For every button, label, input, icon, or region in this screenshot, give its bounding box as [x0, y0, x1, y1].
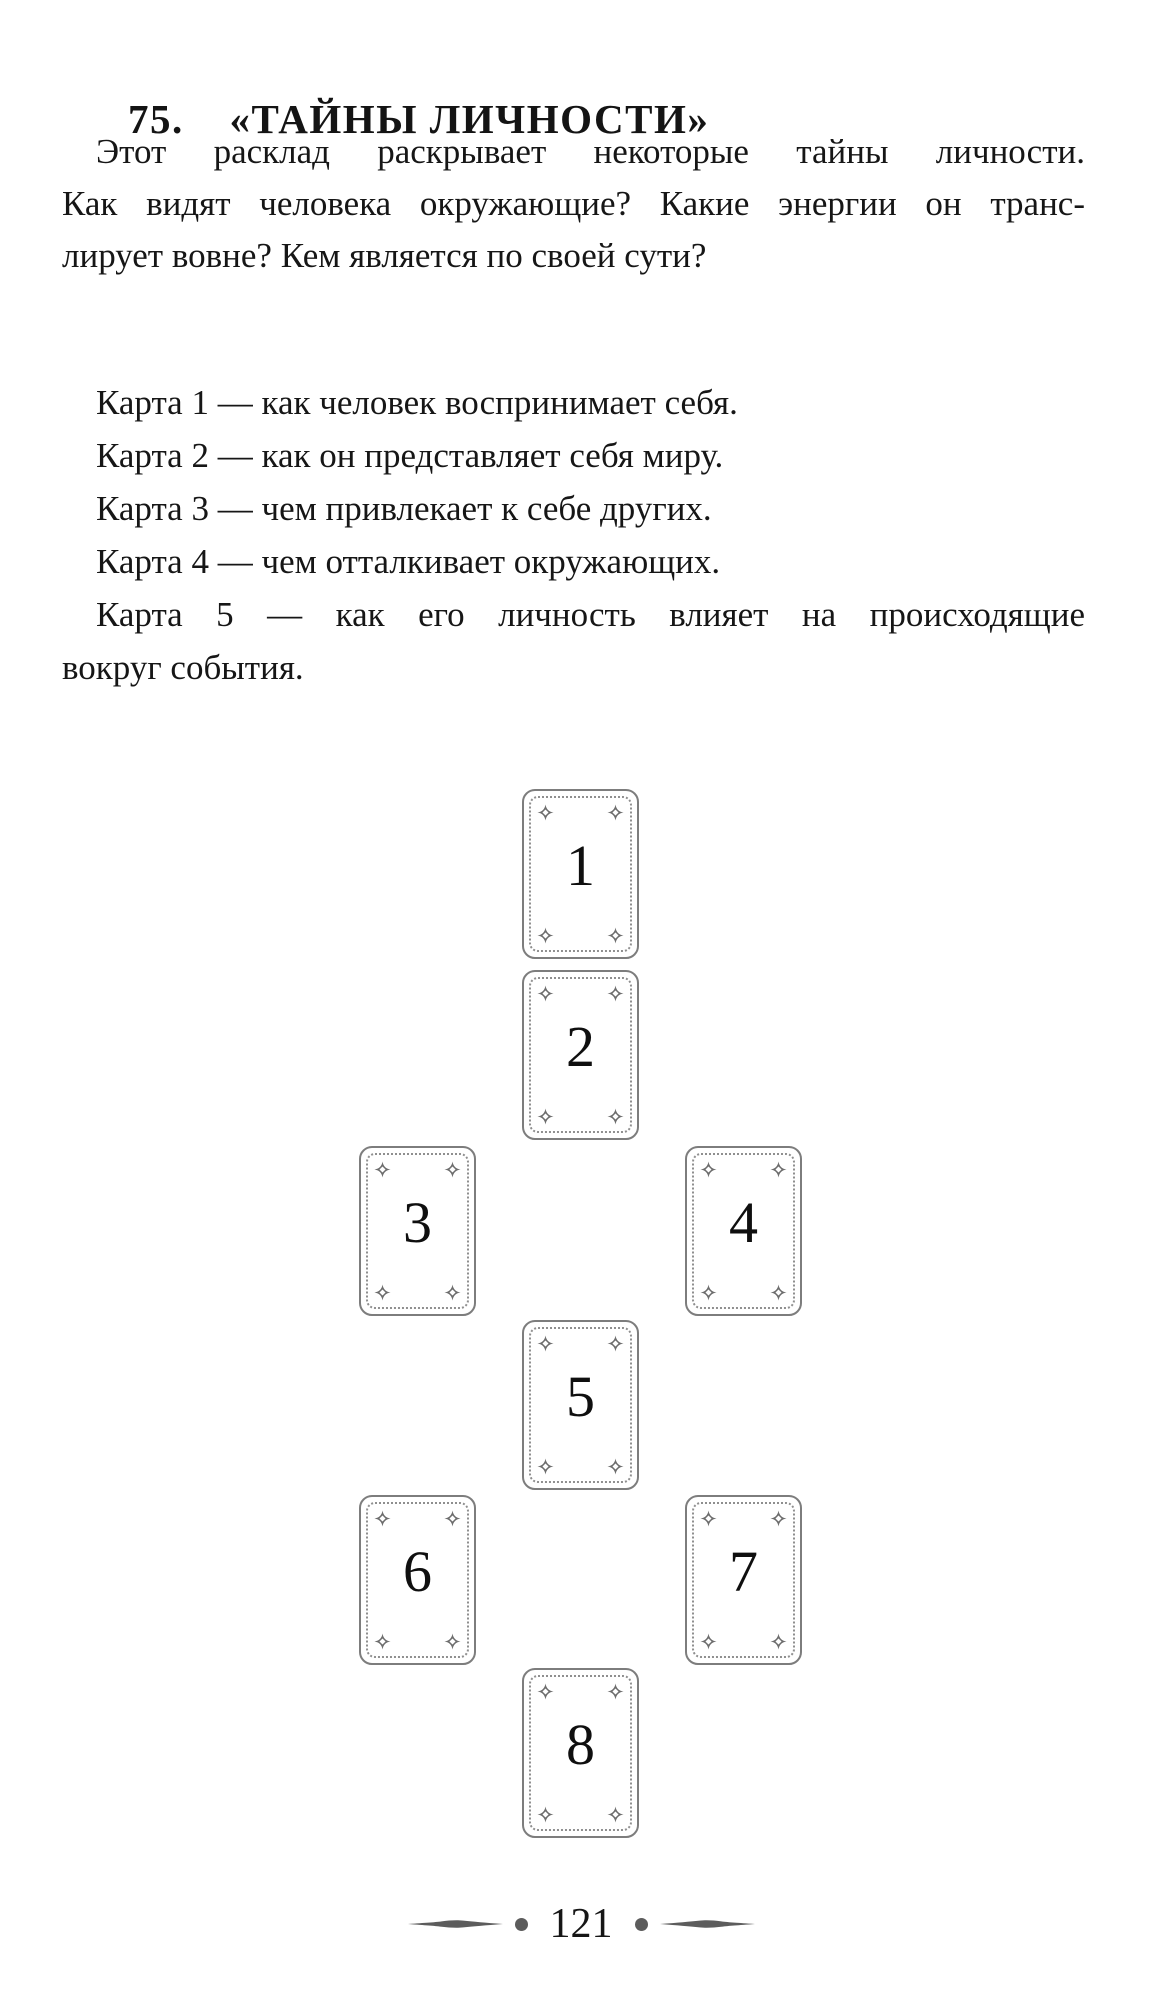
tarot-card-4	[685, 1146, 802, 1316]
sparkle-icon	[537, 1683, 554, 1700]
sparkle-icon	[444, 1284, 461, 1301]
card-meaning-line: Карта 5 — как его личность влияет на происходящие	[96, 595, 1085, 634]
sparkle-icon	[444, 1633, 461, 1650]
sparkle-icon	[607, 804, 624, 821]
card-number: 7	[729, 1539, 758, 1604]
sparkle-icon	[607, 1683, 624, 1700]
tarot-card-8	[522, 1668, 639, 1838]
sparkle-icon	[374, 1510, 391, 1527]
sparkle-icon	[537, 804, 554, 821]
tarot-card-7	[685, 1495, 802, 1665]
sparkle-icon	[700, 1633, 717, 1650]
sparkle-icon	[607, 927, 624, 944]
card-meaning-line: Карта 4 — чем отталкивает окружающих.	[96, 542, 721, 581]
sparkle-icon	[374, 1161, 391, 1178]
sparkle-icon	[607, 1806, 624, 1823]
sparkle-icon	[700, 1161, 717, 1178]
sparkle-icon	[537, 927, 554, 944]
sparkle-icon	[700, 1510, 717, 1527]
page-number: 121	[549, 1901, 613, 1947]
tarot-card-1	[522, 789, 639, 959]
sparkle-icon	[770, 1161, 787, 1178]
card-number: 8	[566, 1712, 595, 1777]
spread-number: 75.	[128, 96, 184, 143]
sparkle-icon	[537, 1108, 554, 1125]
card-number: 2	[566, 1014, 595, 1079]
flourish-icon	[660, 1918, 755, 1930]
sparkle-icon	[607, 985, 624, 1002]
sparkle-icon	[607, 1108, 624, 1125]
sparkle-icon	[770, 1510, 787, 1527]
card-meaning-line: вокруг события.	[62, 648, 304, 687]
card-meaning-line: Карта 3 — чем привлекает к себе других.	[96, 489, 712, 528]
intro-line: лирует вовне? Кем является по своей сути?	[62, 236, 707, 275]
sparkle-icon	[374, 1284, 391, 1301]
card-number: 5	[566, 1364, 595, 1429]
sparkle-icon	[607, 1458, 624, 1475]
tarot-card-3	[359, 1146, 476, 1316]
card-number: 6	[403, 1539, 432, 1604]
sparkle-icon	[700, 1284, 717, 1301]
card-number: 1	[566, 833, 595, 898]
card-meaning-line: Карта 1 — как человек воспринимает себя.	[96, 383, 738, 422]
sparkle-icon	[444, 1510, 461, 1527]
card-meaning-line: Карта 2 — как он представляет себя миру.	[96, 436, 724, 475]
sparkle-icon	[537, 1806, 554, 1823]
tarot-card-5	[522, 1320, 639, 1490]
sparkle-icon	[374, 1633, 391, 1650]
flourish-icon	[408, 1918, 503, 1930]
sparkle-icon	[770, 1633, 787, 1650]
sparkle-icon	[444, 1161, 461, 1178]
card-meanings-list	[62, 376, 1085, 694]
sparkle-icon	[537, 1458, 554, 1475]
card-number: 4	[729, 1190, 758, 1255]
intro-paragraph	[62, 126, 1085, 282]
page-footer	[0, 1893, 1162, 1955]
dot-icon	[635, 1918, 648, 1931]
sparkle-icon	[537, 985, 554, 1002]
intro-line: Этот расклад раскрывает некоторые тайны личности.	[96, 132, 1085, 171]
sparkle-icon	[537, 1335, 554, 1352]
card-number: 3	[403, 1190, 432, 1255]
sparkle-icon	[770, 1284, 787, 1301]
intro-line: Как видят человека окружающие? Какие энергии он транс-	[62, 184, 1085, 223]
sparkle-icon	[607, 1335, 624, 1352]
spread-title: «ТАЙНЫ ЛИЧНОСТИ»	[229, 96, 710, 143]
tarot-card-2	[522, 970, 639, 1140]
tarot-card-6	[359, 1495, 476, 1665]
dot-icon	[515, 1918, 528, 1931]
